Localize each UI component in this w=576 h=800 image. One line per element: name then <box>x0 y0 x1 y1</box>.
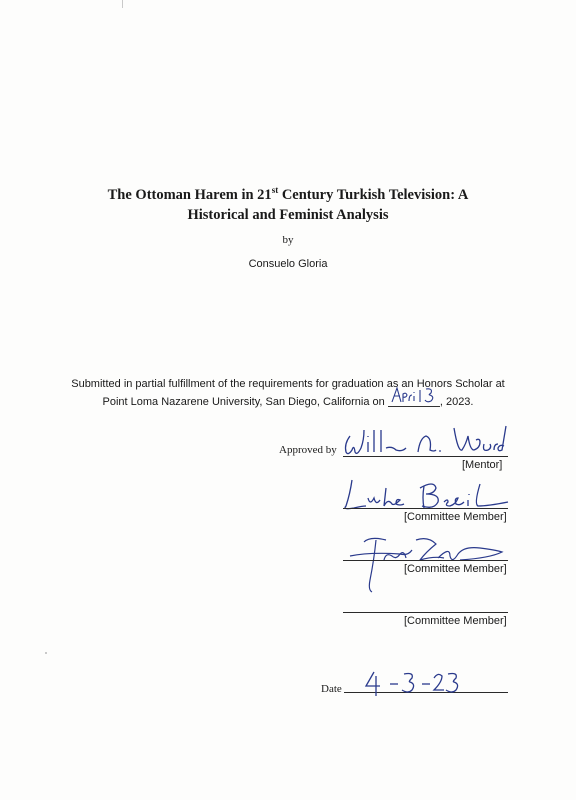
committee-member-1-role-label: [Committee Member] <box>404 511 507 523</box>
committee-member-2-role-label: [Committee Member] <box>404 563 507 575</box>
committee-member-3-signature-line <box>343 612 508 613</box>
mentor-signature <box>330 422 510 462</box>
by-label: by <box>282 234 294 246</box>
author-name: Consuelo Gloria <box>248 258 328 270</box>
title-line-1: The Ottoman Harem in 21st Century Turkish Television: A <box>107 185 469 203</box>
title-superscript: st <box>271 185 279 195</box>
thesis-title <box>40 185 536 225</box>
date-label: Date <box>321 683 342 695</box>
title-line-2: Historical and Feminist Analysis <box>187 207 389 223</box>
handwritten-submission-date <box>388 392 440 407</box>
handwritten-signing-date <box>360 668 470 698</box>
committee-member-1-signature-line <box>343 508 508 509</box>
approved-by-label: Approved by <box>279 444 337 456</box>
submission-line-2: Point Loma Nazarene University, San Diego, California on , 2023. <box>40 392 536 410</box>
committee-member-3-role-label: [Committee Member] <box>404 615 507 627</box>
committee-member-2-signature-line <box>343 560 508 561</box>
mentor-role-label: [Mentor] <box>462 459 503 471</box>
submission-statement <box>40 376 536 410</box>
committee-member-1-signature <box>338 476 518 516</box>
scan-artifact-top <box>122 0 123 8</box>
submission-line-1: Submitted in partial fulfillment of the requirements for graduation as an Honors Scholar at <box>71 378 505 390</box>
scan-artifact-left <box>45 652 47 654</box>
